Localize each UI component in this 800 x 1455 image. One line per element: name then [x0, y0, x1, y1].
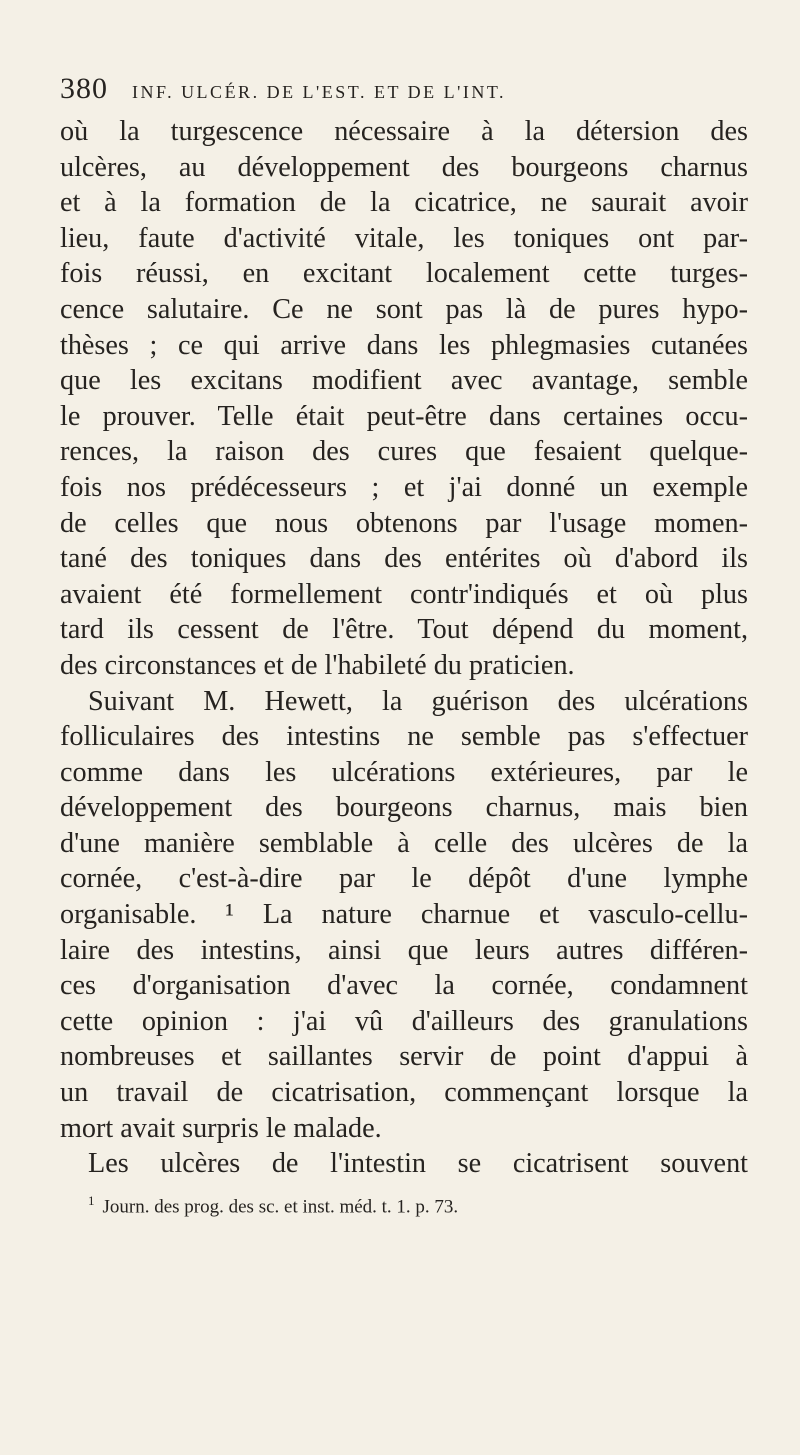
text-line: Suivant M. Hewett, la guérison des ulcérations: [88, 685, 748, 717]
text-line: des circonstances et de l'habileté du praticien.: [60, 649, 575, 681]
text-line: tard ils cessent de l'être. Tout dépend du moment,: [60, 614, 748, 646]
text-line: avaient été formellement contr'indiqués et où plus: [60, 578, 748, 610]
footnote-mark: 1: [88, 1192, 95, 1208]
page-header: [60, 72, 748, 108]
book-page: [60, 72, 748, 1220]
text-line: laire des intestins, ainsi que leurs autres différen-: [60, 934, 748, 966]
running-title: INF. ULCÉR. DE L'EST. ET DE L'INT.: [132, 82, 507, 102]
footnote: [60, 1188, 748, 1220]
text-line: fois nos prédécesseurs ; et j'ai donné un exemple: [60, 471, 748, 503]
text-line: lieu, faute d'activité vitale, les toniques ont par-: [60, 222, 748, 254]
text-line: mort avait surpris le malade.: [60, 1112, 382, 1144]
text-line: cette opinion : j'ai vû d'ailleurs des granulations: [60, 1005, 748, 1037]
text-line: le prouver. Telle était peut-être dans certaines occu-: [60, 400, 748, 432]
text-line: cence salutaire. Ce ne sont pas là de pures hypo-: [60, 293, 748, 325]
text-line: rences, la raison des cures que fesaient quelque-: [60, 436, 748, 468]
text-line: thèses ; ce qui arrive dans les phlegmasies cutanées: [60, 329, 748, 361]
text-line: et à la formation de la cicatrice, ne saurait avoir: [60, 187, 748, 219]
text-line: un travail de cicatrisation, commençant lorsque la: [60, 1077, 748, 1109]
text-line: que les excitans modifient avec avantage, semble: [60, 365, 748, 397]
text-line: fois réussi, en excitant localement cette turges-: [60, 258, 748, 290]
text-line: où la turgescence nécessaire à la détersion des: [60, 116, 748, 147]
text-line: de celles que nous obtenons par l'usage momen-: [60, 507, 748, 539]
text-line: ces d'organisation d'avec la cornée, condamnent: [60, 970, 748, 1002]
text-line: nombreuses et saillantes servir de point d'appui à: [60, 1041, 748, 1073]
text-line: d'une manière semblable à celle des ulcères de la: [60, 827, 748, 859]
text-line: ulcères, au développement des bourgeons charnus: [60, 151, 748, 183]
footnote-text: Journ. des prog. des sc. et inst. méd. t. 1. p. 73.: [102, 1196, 459, 1218]
text-line: développement des bourgeons charnus, mais bien: [60, 792, 748, 824]
text-line: comme dans les ulcérations extérieures, par le: [60, 756, 748, 788]
page-number: 380: [60, 72, 108, 105]
text-line: Les ulcères de l'intestin se cicatrisent souvent: [88, 1148, 748, 1180]
text-line: tané des toniques dans des entérites où d'abord ils: [60, 543, 748, 575]
text-line: folliculaires des intestins ne semble pas s'effectuer: [60, 721, 748, 753]
text-line: cornée, c'est-à-dire par le dépôt d'une lymphe: [60, 863, 748, 895]
body-text: [60, 114, 748, 1182]
text-line: organisable. ¹ La nature charnue et vasculo-cellu-: [60, 899, 748, 931]
